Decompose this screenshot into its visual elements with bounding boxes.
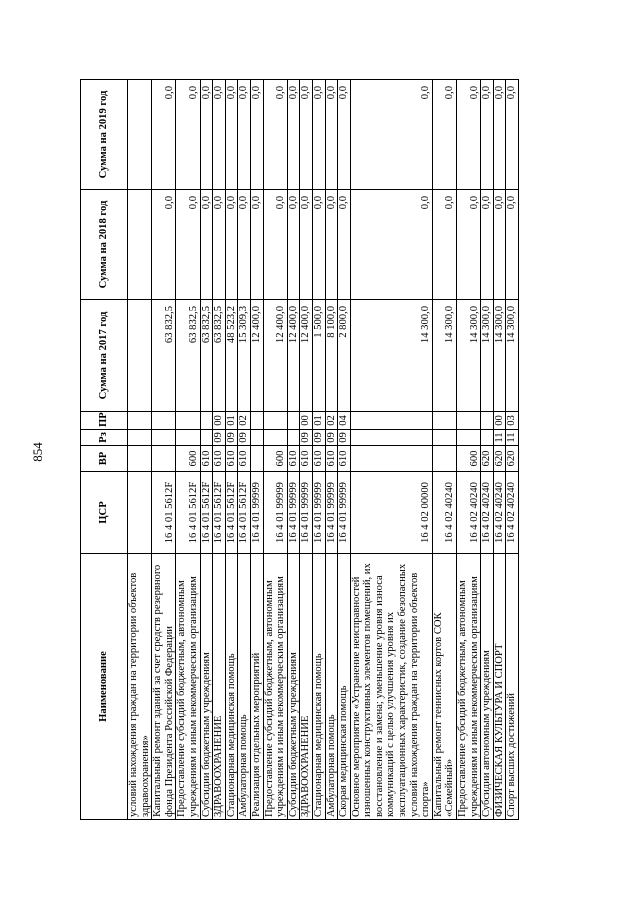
cell-pr: 00 <box>300 412 313 430</box>
cell-name: Субсидии бюджетным учреждениям <box>200 554 213 820</box>
cell-sum-2019: 0,0 <box>250 80 263 190</box>
cell-sum-2017: 14 300,0 <box>493 300 506 412</box>
cell-sum-2019: 0,0 <box>350 80 432 190</box>
cell-csr: 16 4 01 5612F <box>238 472 251 554</box>
cell-sum-2019: 0,0 <box>300 80 313 190</box>
header-sum-2017: Сумма на 2017 год <box>81 300 128 412</box>
table-header-row <box>81 80 128 820</box>
cell-pr <box>481 412 494 430</box>
cell-csr: 16 4 02 40240 <box>432 472 456 554</box>
cell-rz: 09 <box>238 430 251 446</box>
cell-sum-2018: 0,0 <box>176 190 200 300</box>
cell-name: Субсидии бюджетным учреждениям <box>287 554 300 820</box>
cell-rz <box>432 430 456 446</box>
cell-pr <box>152 412 176 430</box>
cell-sum-2017: 48 523,2 <box>225 300 238 412</box>
cell-sum-2018: 0,0 <box>250 190 263 300</box>
cell-vr: 610 <box>300 446 313 472</box>
cell-pr <box>128 412 152 430</box>
header-pr: ПР <box>81 412 128 430</box>
table-body <box>128 80 519 820</box>
cell-sum-2019: 0,0 <box>225 80 238 190</box>
cell-pr: 01 <box>225 412 238 430</box>
rotated-table-wrapper <box>80 80 560 820</box>
cell-rz <box>176 430 200 446</box>
cell-sum-2018: 0,0 <box>263 190 287 300</box>
cell-name: Амбулаторная помощь <box>325 554 338 820</box>
cell-pr <box>200 412 213 430</box>
table-row <box>176 80 200 820</box>
cell-name: Амбулаторная помощь <box>238 554 251 820</box>
cell-rz: 09 <box>300 430 313 446</box>
table-row <box>338 80 351 820</box>
table-row <box>225 80 238 820</box>
cell-sum-2019: 0,0 <box>481 80 494 190</box>
cell-pr: 03 <box>506 412 519 430</box>
cell-vr <box>350 446 432 472</box>
cell-sum-2018: 0,0 <box>457 190 481 300</box>
table-row <box>300 80 313 820</box>
table-row <box>350 80 432 820</box>
cell-sum-2017: 14 300,0 <box>506 300 519 412</box>
cell-sum-2017: 14 300,0 <box>481 300 494 412</box>
cell-name: Предоставление субсидий бюджетным, автономным учреждениям и иным некоммерческим организациям <box>176 554 200 820</box>
table-row <box>238 80 251 820</box>
cell-vr: 620 <box>506 446 519 472</box>
cell-csr: 16 4 01 99999 <box>312 472 325 554</box>
table-row <box>287 80 300 820</box>
cell-name: Скорая медицинская помощь <box>338 554 351 820</box>
cell-sum-2017: 63 832,5 <box>176 300 200 412</box>
cell-pr: 00 <box>493 412 506 430</box>
cell-csr: 16 4 01 99999 <box>250 472 263 554</box>
cell-rz: 09 <box>225 430 238 446</box>
table-row <box>128 80 152 820</box>
cell-vr: 610 <box>287 446 300 472</box>
cell-vr: 620 <box>493 446 506 472</box>
cell-csr: 16 4 01 5612F <box>200 472 213 554</box>
cell-name: Стационарная медицинская помощь <box>225 554 238 820</box>
table-row <box>213 80 226 820</box>
cell-sum-2019: 0,0 <box>457 80 481 190</box>
table-row <box>263 80 287 820</box>
cell-vr: 610 <box>200 446 213 472</box>
cell-name: ЗДРАВООХРАНЕНИЕ <box>213 554 226 820</box>
header-name: Наименование <box>81 554 128 820</box>
cell-sum-2017: 63 832,5 <box>200 300 213 412</box>
header-csr: ЦСР <box>81 472 128 554</box>
cell-sum-2017 <box>128 300 152 412</box>
cell-sum-2017: 12 400,0 <box>287 300 300 412</box>
cell-sum-2018: 0,0 <box>432 190 456 300</box>
cell-vr: 610 <box>238 446 251 472</box>
cell-sum-2019: 0,0 <box>287 80 300 190</box>
cell-csr: 16 4 01 99999 <box>287 472 300 554</box>
cell-sum-2017: 12 400,0 <box>263 300 287 412</box>
cell-vr: 610 <box>325 446 338 472</box>
header-vr: ВР <box>81 446 128 472</box>
cell-rz: 09 <box>338 430 351 446</box>
page-number-text: 854 <box>30 442 45 462</box>
cell-name: Спорт высших достижений <box>506 554 519 820</box>
cell-name: Реализация отдельных мероприятий <box>250 554 263 820</box>
table-row <box>325 80 338 820</box>
table-row <box>493 80 506 820</box>
cell-sum-2018: 0,0 <box>325 190 338 300</box>
cell-sum-2019 <box>128 80 152 190</box>
cell-rz: 09 <box>312 430 325 446</box>
cell-sum-2019: 0,0 <box>338 80 351 190</box>
cell-sum-2018: 0,0 <box>300 190 313 300</box>
cell-pr: 02 <box>325 412 338 430</box>
cell-sum-2017: 63 832,5 <box>152 300 176 412</box>
cell-pr <box>263 412 287 430</box>
table-row <box>312 80 325 820</box>
cell-vr <box>128 446 152 472</box>
cell-sum-2017: 63 832,5 <box>213 300 226 412</box>
cell-sum-2019: 0,0 <box>506 80 519 190</box>
cell-sum-2019: 0,0 <box>493 80 506 190</box>
cell-pr: 04 <box>338 412 351 430</box>
cell-sum-2018: 0,0 <box>481 190 494 300</box>
cell-name: Субсидии автономным учреждениям <box>481 554 494 820</box>
cell-name: Основное мероприятие «Устранение неисправностей изношенных конструктивных элементов помещений, их восстановление и замена; уменьшение уровня износа коммуникаций с целью улучшения уровня их эксплуатационных характеристик, создание безопасных условий нахождения граждан на территории объектов спорта» <box>350 554 432 820</box>
cell-vr: 610 <box>213 446 226 472</box>
header-sum-2019: Сумма на 2019 год <box>81 80 128 190</box>
table-row <box>432 80 456 820</box>
cell-sum-2019: 0,0 <box>312 80 325 190</box>
cell-name: Капитальный ремонт зданий за счет средств резервного фонда Президента Российской Федерации <box>152 554 176 820</box>
cell-pr: 00 <box>213 412 226 430</box>
cell-sum-2018: 0,0 <box>350 190 432 300</box>
cell-csr: 16 4 01 5612F <box>225 472 238 554</box>
table-row <box>457 80 481 820</box>
cell-sum-2019: 0,0 <box>176 80 200 190</box>
cell-vr: 600 <box>263 446 287 472</box>
cell-rz <box>250 430 263 446</box>
cell-rz <box>481 430 494 446</box>
cell-csr <box>128 472 152 554</box>
cell-sum-2019: 0,0 <box>325 80 338 190</box>
table-row <box>250 80 263 820</box>
cell-sum-2019: 0,0 <box>238 80 251 190</box>
cell-vr: 610 <box>338 446 351 472</box>
cell-sum-2018: 0,0 <box>493 190 506 300</box>
cell-vr <box>152 446 176 472</box>
cell-pr <box>350 412 432 430</box>
cell-csr: 16 4 02 40240 <box>481 472 494 554</box>
cell-rz <box>128 430 152 446</box>
cell-sum-2019: 0,0 <box>213 80 226 190</box>
cell-sum-2019: 0,0 <box>152 80 176 190</box>
cell-sum-2017: 14 300,0 <box>350 300 432 412</box>
cell-sum-2017: 14 300,0 <box>457 300 481 412</box>
cell-name: Капитальный ремонт теннисных кортов СОК «Семейный» <box>432 554 456 820</box>
cell-rz: 09 <box>213 430 226 446</box>
cell-rz <box>152 430 176 446</box>
cell-sum-2019: 0,0 <box>432 80 456 190</box>
cell-sum-2018: 0,0 <box>338 190 351 300</box>
cell-vr: 620 <box>481 446 494 472</box>
cell-vr <box>432 446 456 472</box>
cell-rz <box>263 430 287 446</box>
cell-csr: 16 4 02 40240 <box>457 472 481 554</box>
table-row <box>506 80 519 820</box>
cell-sum-2017: 15 309,3 <box>238 300 251 412</box>
cell-csr: 16 4 01 99999 <box>300 472 313 554</box>
header-rz: Рз <box>81 430 128 446</box>
cell-rz: 09 <box>325 430 338 446</box>
cell-csr: 16 4 01 5612F <box>213 472 226 554</box>
cell-pr <box>457 412 481 430</box>
cell-sum-2018: 0,0 <box>287 190 300 300</box>
cell-sum-2019: 0,0 <box>263 80 287 190</box>
table-row <box>200 80 213 820</box>
cell-pr <box>432 412 456 430</box>
cell-pr <box>176 412 200 430</box>
header-sum-2018: Сумма на 2018 год <box>81 190 128 300</box>
table-row <box>481 80 494 820</box>
cell-sum-2017: 12 400,0 <box>250 300 263 412</box>
cell-pr <box>287 412 300 430</box>
cell-rz: 11 <box>506 430 519 446</box>
cell-sum-2017: 2 800,0 <box>338 300 351 412</box>
cell-rz <box>457 430 481 446</box>
cell-name: Предоставление субсидий бюджетным, автономным учреждениям и иным некоммерческим организациям <box>457 554 481 820</box>
cell-name: Стационарная медицинская помощь <box>312 554 325 820</box>
cell-sum-2019: 0,0 <box>200 80 213 190</box>
cell-sum-2018: 0,0 <box>312 190 325 300</box>
cell-vr: 600 <box>457 446 481 472</box>
table-row <box>152 80 176 820</box>
cell-name: условий нахождения граждан на территории объектов здравоохранения» <box>128 554 152 820</box>
cell-rz <box>287 430 300 446</box>
cell-sum-2018: 0,0 <box>506 190 519 300</box>
budget-table <box>80 79 519 820</box>
cell-name: Предоставление субсидий бюджетным, автономным учреждениям и иным некоммерческим организациям <box>263 554 287 820</box>
cell-csr: 16 4 02 40240 <box>506 472 519 554</box>
cell-sum-2018: 0,0 <box>213 190 226 300</box>
cell-sum-2017: 8 100,0 <box>325 300 338 412</box>
cell-sum-2018: 0,0 <box>238 190 251 300</box>
cell-sum-2017: 12 400,0 <box>300 300 313 412</box>
cell-rz <box>350 430 432 446</box>
cell-sum-2017: 14 300,0 <box>432 300 456 412</box>
cell-sum-2018: 0,0 <box>225 190 238 300</box>
cell-vr <box>250 446 263 472</box>
cell-name: ФИЗИЧЕСКАЯ КУЛЬТУРА И СПОРТ <box>493 554 506 820</box>
cell-csr: 16 4 02 00000 <box>350 472 432 554</box>
cell-csr: 16 4 01 99999 <box>325 472 338 554</box>
cell-pr: 01 <box>312 412 325 430</box>
cell-csr: 16 4 02 40240 <box>493 472 506 554</box>
cell-vr: 610 <box>312 446 325 472</box>
cell-sum-2018: 0,0 <box>152 190 176 300</box>
cell-name: ЗДРАВООХРАНЕНИЕ <box>300 554 313 820</box>
cell-csr: 16 4 01 99999 <box>338 472 351 554</box>
cell-rz: 11 <box>493 430 506 446</box>
cell-rz <box>200 430 213 446</box>
cell-vr: 600 <box>176 446 200 472</box>
cell-csr: 16 4 01 99999 <box>263 472 287 554</box>
cell-pr: 02 <box>238 412 251 430</box>
cell-vr: 610 <box>225 446 238 472</box>
cell-csr: 16 4 01 5612F <box>176 472 200 554</box>
cell-sum-2018: 0,0 <box>200 190 213 300</box>
cell-sum-2018 <box>128 190 152 300</box>
cell-sum-2017: 1 500,0 <box>312 300 325 412</box>
cell-pr <box>250 412 263 430</box>
cell-csr: 16 4 01 5612F <box>152 472 176 554</box>
